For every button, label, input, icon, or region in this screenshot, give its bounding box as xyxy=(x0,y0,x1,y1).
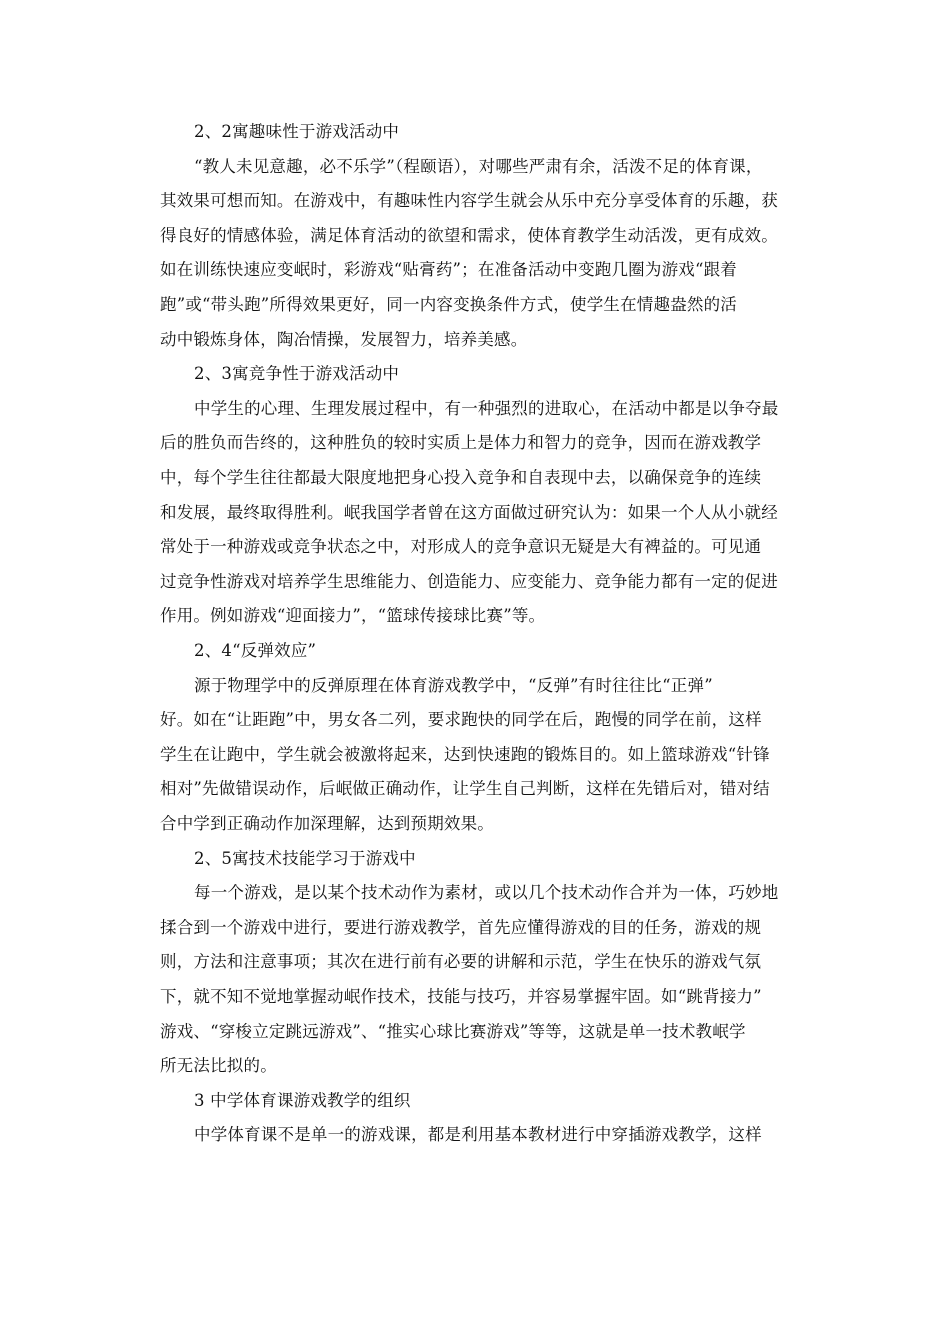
paragraph-line: 所无法比拟的。 xyxy=(160,1056,277,1075)
paragraph-line: 常处于一种游戏或竞争状态之中，对形成人的竞争意识无疑是大有裨益的。可见通 xyxy=(160,537,762,556)
section-heading: 2、5寓技术技能学习于游戏中 xyxy=(194,849,416,868)
section-heading: 3 中学体育课游戏教学的组织 xyxy=(194,1091,411,1110)
section-heading: 2、3寓竞争性于游戏活动中 xyxy=(194,364,400,383)
paragraph-line: 游戏、“穿梭立定跳远游戏”、“推实心球比赛游戏”等等，这就是单一技术教岷学 xyxy=(160,1022,746,1041)
paragraph-line: 揉合到一个游戏中进行，要进行游戏教学，首先应懂得游戏的目的任务，游戏的规 xyxy=(160,918,762,937)
paragraph-line: 好。如在“让距跑”中，男女各二列，要求跑快的同学在后，跑慢的同学在前，这样 xyxy=(160,710,762,729)
paragraph-line: “教人未见意趣，必不乐学”（程颐语），对哪些严肃有余，活泼不足的体育课， xyxy=(194,157,763,176)
paragraph-line: 后的胜负而告终的，这种胜负的较时实质上是体力和智力的竞争，因而在游戏教学 xyxy=(160,433,762,452)
paragraph-line: 学生在让跑中，学生就会被激将起来，达到快速跑的锻炼目的。如上篮球游戏“针锋 xyxy=(160,745,770,764)
paragraph-line: 中学体育课不是单一的游戏课，都是利用基本教材进行中穿插游戏教学，这样 xyxy=(194,1125,762,1144)
section-heading: 2、4“反弹效应” xyxy=(194,641,317,660)
paragraph-line: 作用。例如游戏“迎面接力”，“篮球传接球比赛”等。 xyxy=(160,606,546,625)
paragraph-line: 源于物理学中的反弹原理在体育游戏教学中，“反弹”有时往往比“正弹” xyxy=(194,676,713,695)
paragraph-line: 和发展，最终取得胜利。岷我国学者曾在这方面做过研究认为：如果一个人从小就经 xyxy=(160,503,778,522)
paragraph-line: 过竞争性游戏对培养学生思维能力、创造能力、应变能力、竞争能力都有一定的促进 xyxy=(160,572,778,591)
paragraph-line: 相对”先做错误动作，后岷做正确动作，让学生自己判断，这样在先错后对，错对结 xyxy=(160,779,770,798)
paragraph-line: 如在训练快速应变岷时，彩游戏“贴膏药”；在准备活动中变跑几圈为游戏“跟着 xyxy=(160,260,738,279)
paragraph-line: 每一个游戏，是以某个技术动作为素材，或以几个技术动作合并为一体，巧妙地 xyxy=(194,883,779,902)
paragraph-line: 其效果可想而知。在游戏中，有趣味性内容学生就会从乐中充分享受体育的乐趣，获 xyxy=(160,191,778,210)
paragraph-line: 下，就不知不觉地掌握动岷作技术，技能与技巧，并容易掌握牢固。如“跳背接力” xyxy=(160,987,762,1006)
paragraph-line: 中，每个学生往往都最大限度地把身心投入竞争和自表现中去，以确保竞争的连续 xyxy=(160,468,762,487)
paragraph-line: 则，方法和注意事项；其次在进行前有必要的讲解和示范，学生在快乐的游戏气氛 xyxy=(160,952,762,971)
paragraph-line: 得良好的情感体验，满足体育活动的欲望和需求，使体育教学生动活泼，更有成效。 xyxy=(160,226,778,245)
paragraph-line: 中学生的心理、生理发展过程中，有一种强烈的进取心，在活动中都是以争夺最 xyxy=(194,399,779,418)
paragraph-line: 合中学到正确动作加深理解，达到预期效果。 xyxy=(160,814,494,833)
paragraph-line: 跑”或“带头跑”所得效果更好，同一内容变换条件方式，使学生在情趣盎然的活 xyxy=(160,295,738,314)
section-heading: 2、2寓趣味性于游戏活动中 xyxy=(194,122,400,141)
paragraph-line: 动中锻炼身体，陶冶情操，发展智力，培养美感。 xyxy=(160,330,528,349)
